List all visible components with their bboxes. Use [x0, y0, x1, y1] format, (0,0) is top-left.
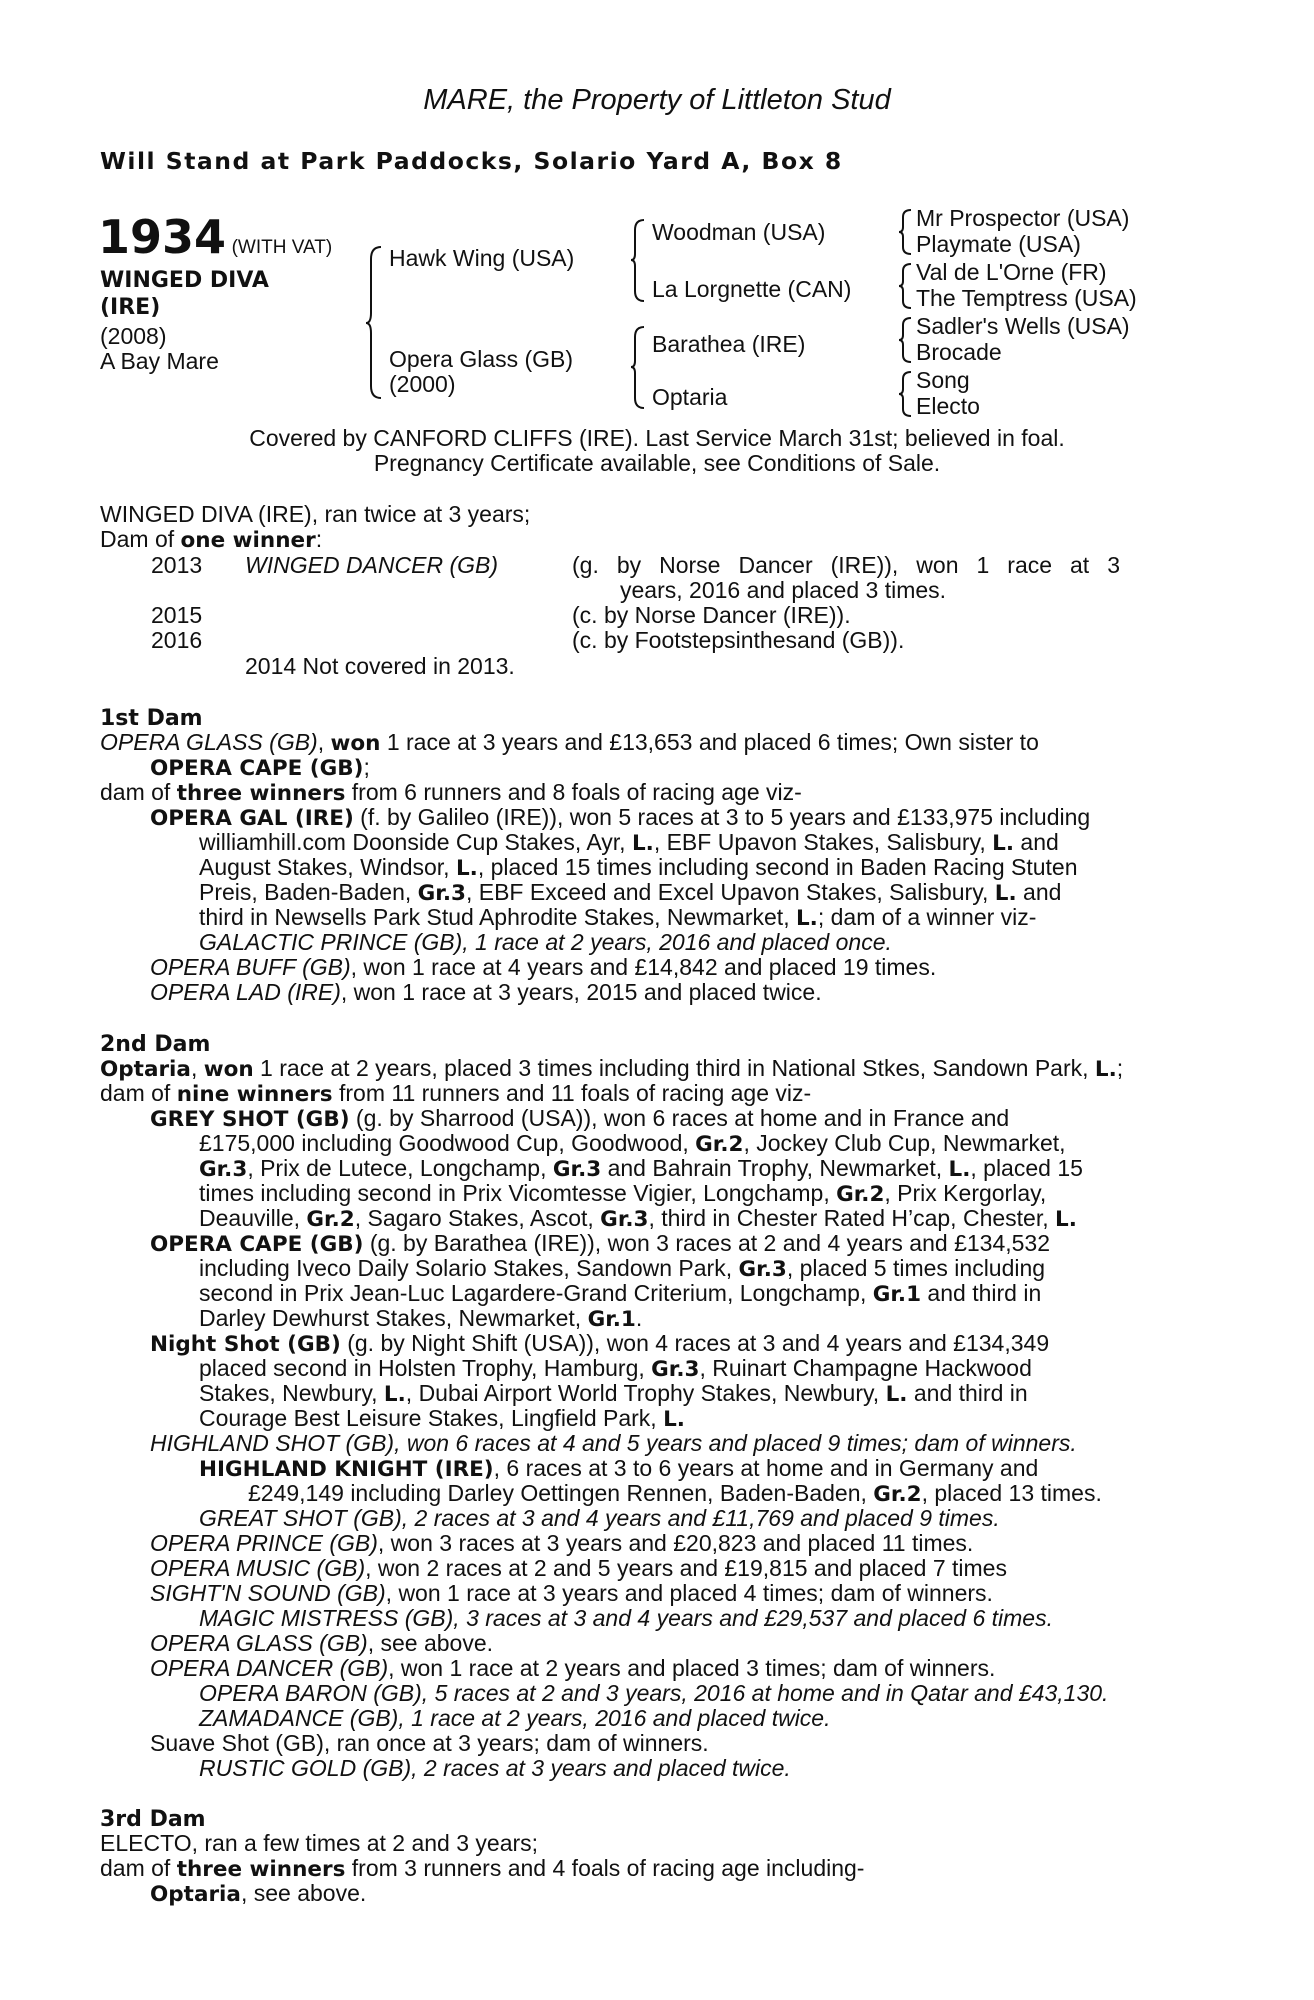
covering-line1: Covered by CANFORD CLIFFS (IRE). Last Service March 31st; believed in foal. — [249, 425, 1065, 451]
highland-knight-entry: HIGHLAND KNIGHT (IRE), 6 races at 3 to 6 years at home and in Germany and — [199, 1455, 1039, 1482]
gen3-brace-icon — [898, 262, 914, 310]
pedigree-gen3-8: Electo — [916, 393, 980, 419]
grey-shot-entry: GREY SHOT (GB) (g. by Sharrood (USA)), won 6 races at home and in France and — [150, 1105, 1010, 1132]
pedigree-gen3-2: Playmate (USA) — [916, 231, 1081, 257]
opera-prince-entry: OPERA PRINCE (GB), won 3 races at 3 years and £20,823 and placed 11 times. — [150, 1530, 974, 1556]
opera-cape-entry: including Iveco Daily Solario Stakes, Sandown Park, Gr.3, placed 5 times including — [199, 1255, 1046, 1282]
opera-gal-entry: williamhill.com Doonside Cup Stakes, Ayr, L., EBF Upavon Stakes, Salisbury, L. and — [199, 829, 1059, 856]
night-shot-entry: placed second in Holsten Trophy, Hamburg, Gr.3, Ruinart Champagne Hackwood — [199, 1355, 1032, 1382]
suave-shot-entry: Suave Shot (GB), ran once at 3 years; dam of winners. — [150, 1730, 709, 1756]
highland-shot-entry: HIGHLAND SHOT (GB), won 6 races at 4 and 5 years and placed 9 times; dam of winners. — [150, 1430, 1077, 1456]
produce-details: (g. by Norse Dancer (IRE)), won 1 race at 3 — [572, 552, 1120, 578]
third-dam-line: ELECTO, ran a few times at 2 and 3 years; — [100, 1830, 539, 1856]
produce-details: (c. by Footstepsinthesand (GB)). — [572, 627, 905, 653]
opera-gal-entry: third in Newsells Park Stud Aphrodite Stakes, Newmarket, L.; dam of a winner viz- — [199, 904, 1037, 931]
produce-name: WINGED DANCER (GB) — [245, 552, 498, 578]
night-shot-entry: Courage Best Leisure Stakes, Lingfield Park, L. — [199, 1405, 685, 1432]
gen3-brace-icon — [898, 316, 914, 364]
optaria-entry: Optaria, see above. — [150, 1880, 367, 1907]
lot-number: 1934 — [98, 210, 227, 264]
night-shot-entry: Night Shot (GB) (g. by Night Shift (USA)), won 4 races at 3 and 4 years and £134,349 — [150, 1330, 1050, 1357]
produce-year: 2013 — [151, 552, 203, 578]
pedigree-gen3-1: Mr Prospector (USA) — [916, 205, 1130, 231]
rustic-gold-entry: RUSTIC GOLD (GB), 2 races at 3 years and placed twice. — [199, 1755, 791, 1781]
grey-shot-entry: Gr.3, Prix de Lutece, Longchamp, Gr.3 and Bahrain Trophy, Newmarket, L., placed 15 — [199, 1155, 1083, 1182]
opera-dancer-entry: OPERA DANCER (GB), won 1 race at 2 years and placed 3 times; dam of winners. — [150, 1655, 996, 1681]
grey-shot-entry: £175,000 including Goodwood Cup, Goodwood, Gr.2, Jockey Club Cup, Newmarket, — [199, 1130, 1066, 1157]
produce-details-cont: years, 2016 and placed 3 times. — [620, 577, 947, 603]
great-shot-entry: GREAT SHOT (GB), 2 races at 3 and 4 years and £11,769 and placed 9 times. — [199, 1505, 1000, 1531]
location-line: Will Stand at Park Paddocks, Solario Yard A, Box 8 — [100, 147, 843, 175]
produce-intro: WINGED DIVA (IRE), ran twice at 3 years; — [100, 501, 531, 527]
pedigree-gen3-4: The Temptress (USA) — [916, 285, 1137, 311]
lot-number-line — [98, 212, 332, 273]
produce-dam-of: Dam of one winner: — [100, 526, 323, 553]
horse-name-line2: (IRE) — [100, 295, 161, 320]
horse-year: (2008) — [100, 323, 167, 349]
pedigree-gen3-3: Val de L'Orne (FR) — [916, 259, 1107, 285]
produce-details: (c. by Norse Dancer (IRE)). — [572, 602, 851, 628]
opera-music-entry: OPERA MUSIC (GB), won 2 races at 2 and 5 years and £19,815 and placed 7 times — [150, 1555, 1007, 1581]
pedigree-gen3-5: Sadler's Wells (USA) — [916, 313, 1130, 339]
grey-shot-entry: Deauville, Gr.2, Sagaro Stakes, Ascot, Gr.3, third in Chester Rated H’cap, Chester, L. — [199, 1205, 1077, 1232]
pedigree-gen3-7: Song — [916, 367, 970, 393]
horse-name-line1: WINGED DIVA — [100, 268, 269, 293]
first-dam-line: OPERA GLASS (GB), won 1 race at 3 years and £13,653 and placed 6 times; Own sister to — [100, 729, 1039, 756]
opera-cape-entry: OPERA CAPE (GB) (g. by Barathea (IRE)), won 3 races at 2 and 4 years and £134,532 — [150, 1230, 1051, 1257]
produce-note: 2014 Not covered in 2013. — [245, 653, 515, 679]
page-title: MARE, the Property of Littleton Stud — [423, 84, 891, 116]
produce-year: 2016 — [151, 627, 203, 653]
opera-buff-entry: OPERA BUFF (GB), won 1 race at 4 years and £14,842 and placed 19 times. — [150, 954, 937, 980]
galactic-prince-entry: GALACTIC PRINCE (GB), 1 race at 2 years, 2016 and placed once. — [199, 929, 892, 955]
pedigree-dam-year: (2000) — [389, 371, 456, 397]
opera-cape-entry: Darley Dewhurst Stakes, Newmarket, Gr.1. — [199, 1305, 643, 1332]
opera-gal-entry: Preis, Baden-Baden, Gr.3, EBF Exceed and Excel Upavon Stakes, Salisbury, L. and — [199, 879, 1062, 906]
opera-gal-entry: OPERA GAL (IRE) (f. by Galileo (IRE)), won 5 races at 3 to 5 years and £133,975 including — [150, 804, 1091, 831]
second-dam-line: dam of nine winners from 11 runners and 11 foals of racing age viz- — [100, 1080, 812, 1107]
opera-gal-entry: August Stakes, Windsor, L., placed 15 times including second in Baden Racing Stuten — [199, 854, 1078, 881]
gen2-brace-icon — [630, 325, 648, 410]
second-dam-line: Optaria, won 1 race at 2 years, placed 3 times including third in National Stkes, Sandown Park, L.; — [100, 1055, 1124, 1082]
first-dam-line: dam of three winners from 6 runners and 8 foals of racing age viz- — [100, 779, 802, 806]
opera-glass-entry: OPERA GLASS (GB), see above. — [150, 1630, 494, 1656]
first-dam-line: OPERA CAPE (GB); — [150, 754, 370, 781]
pedigree-sire: Hawk Wing (USA) — [389, 245, 575, 271]
first-dam-heading: 1st Dam — [100, 706, 203, 731]
pedigree-gen2-2: La Lorgnette (CAN) — [652, 276, 852, 302]
highland-knight-entry: £249,149 including Darley Oettingen Rennen, Baden-Baden, Gr.2, placed 13 times. — [248, 1480, 1102, 1507]
horse-name — [100, 267, 269, 321]
third-dam-line: dam of three winners from 3 runners and 4 foals of racing age including- — [100, 1855, 865, 1882]
pedigree-gen2-3: Barathea (IRE) — [652, 331, 806, 357]
pedigree-gen2-1: Woodman (USA) — [652, 219, 826, 245]
opera-lad-entry: OPERA LAD (IRE), won 1 race at 3 years, 2015 and placed twice. — [150, 979, 822, 1005]
gen3-brace-icon — [898, 208, 914, 256]
horse-description: A Bay Mare — [100, 348, 219, 374]
sightn-sound-entry: SIGHT'N SOUND (GB), won 1 race at 3 years and placed 4 times; dam of winners. — [150, 1580, 993, 1606]
gen3-brace-icon — [898, 370, 914, 418]
night-shot-entry: Stakes, Newbury, L., Dubai Airport World Trophy Stakes, Newbury, L. and third in — [199, 1380, 1028, 1407]
opera-baron-entry: OPERA BARON (GB), 5 races at 2 and 3 years, 2016 at home and in Qatar and £43,130. — [199, 1680, 1109, 1706]
pedigree-dam: Opera Glass (GB) — [389, 346, 574, 372]
sire-brace-icon — [365, 245, 385, 400]
third-dam-heading: 3rd Dam — [100, 1807, 206, 1832]
gen2-brace-icon — [630, 218, 648, 303]
zamadance-entry: ZAMADANCE (GB), 1 race at 2 years, 2016 and placed twice. — [199, 1705, 831, 1731]
magic-mistress-entry: MAGIC MISTRESS (GB), 3 races at 3 and 4 years and £29,537 and placed 6 times. — [199, 1605, 1053, 1631]
covering-line2: Pregnancy Certificate available, see Conditions of Sale. — [373, 450, 941, 476]
produce-year: 2015 — [151, 602, 203, 628]
pedigree-gen2-4: Optaria — [652, 384, 728, 410]
opera-cape-entry: second in Prix Jean-Luc Lagardere-Grand Criterium, Longchamp, Gr.1 and third in — [199, 1280, 1042, 1307]
vat-note: (WITH VAT) — [231, 237, 333, 258]
grey-shot-entry: times including second in Prix Vicomtesse Vigier, Longchamp, Gr.2, Prix Kergorlay, — [199, 1180, 1047, 1207]
pedigree-gen3-6: Brocade — [916, 339, 1002, 365]
second-dam-heading: 2nd Dam — [100, 1032, 211, 1057]
